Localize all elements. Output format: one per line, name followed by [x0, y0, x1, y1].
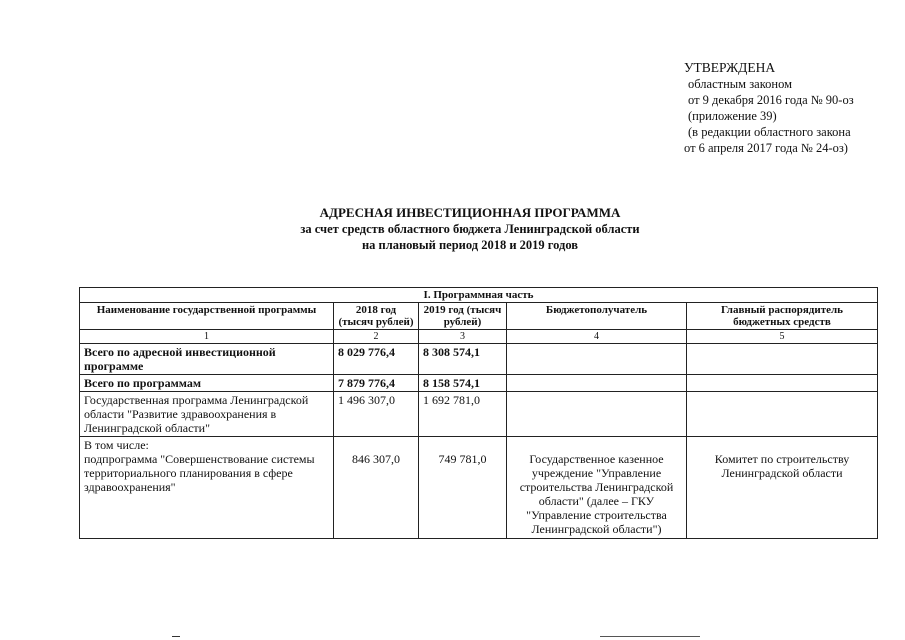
row-2018: 846 307,0 [334, 437, 419, 539]
table-row [80, 344, 878, 375]
row-recipient: Государственное казенное учреждение "Управление строительства Ленинградской области" (далее – ГКУ "Управление строительства Ленинградской области") [507, 437, 687, 539]
column-number: 5 [687, 330, 878, 344]
row-name [80, 437, 334, 539]
row-manager [687, 375, 878, 392]
approval-line: (приложение 39) [688, 109, 777, 123]
header-recipient: Бюджетополучатель [507, 303, 687, 330]
column-number: 4 [507, 330, 687, 344]
column-number: 1 [80, 330, 334, 344]
row-name: Всего по программам [80, 375, 334, 392]
header-2018: 2018 год (тысяч рублей) [334, 303, 419, 330]
row-2019: 8 158 574,1 [419, 375, 507, 392]
section-title: I. Программная часть [80, 288, 878, 303]
row-2018: 1 496 307,0 [334, 392, 419, 437]
row-recipient [507, 375, 687, 392]
table-row [80, 392, 878, 437]
document-title [230, 205, 710, 253]
row-manager: Комитет по строительству Ленинградской области [687, 437, 878, 539]
page-edge-mark [172, 636, 180, 637]
title-line-1: АДРЕСНАЯ ИНВЕСТИЦИОННАЯ ПРОГРАММА [319, 205, 621, 220]
title-line-2: за счет средств областного бюджета Ленинградской области [300, 222, 640, 236]
approval-line: от 6 апреля 2017 года № 24-оз) [684, 141, 848, 155]
header-2019: 2019 год (тысяч рублей) [419, 303, 507, 330]
row-name: Всего по адресной инвестиционной программе [80, 344, 334, 375]
row-2019: 1 692 781,0 [419, 392, 507, 437]
column-number: 3 [419, 330, 507, 344]
row-2019: 749 781,0 [419, 437, 507, 539]
section-row [80, 288, 878, 303]
row-2018: 8 029 776,4 [334, 344, 419, 375]
row-2019: 8 308 574,1 [419, 344, 507, 375]
row-manager [687, 344, 878, 375]
page-edge-mark [600, 636, 700, 637]
header-manager: Главный распорядитель бюджетных средств [687, 303, 878, 330]
approval-stamp [684, 60, 894, 156]
title-line-3: на плановый период 2018 и 2019 годов [361, 238, 579, 252]
approval-line: от 9 декабря 2016 года № 90-оз [688, 93, 854, 107]
row-name-intro: В том числе: [84, 438, 149, 452]
row-recipient [507, 344, 687, 375]
row-recipient [507, 392, 687, 437]
table-row [80, 437, 878, 539]
header-row [80, 303, 878, 330]
approval-heading: УТВЕРЖДЕНА [684, 60, 776, 75]
header-program-name: Наименование государственной программы [80, 303, 334, 330]
approval-line: областным законом [688, 77, 793, 91]
table-row [80, 375, 878, 392]
row-manager [687, 392, 878, 437]
row-name-subprogram: подпрограмма "Совершенствование системы территориального планирования в сфере здравоохранения" [84, 452, 315, 494]
column-number: 2 [334, 330, 419, 344]
approval-line: (в редакции областного закона [688, 125, 851, 139]
column-number-row [80, 330, 878, 344]
row-2018: 7 879 776,4 [334, 375, 419, 392]
program-table [79, 287, 878, 539]
row-name: Государственная программа Ленинградской области "Развитие здравоохранения в Ленинградской области" [80, 392, 334, 437]
